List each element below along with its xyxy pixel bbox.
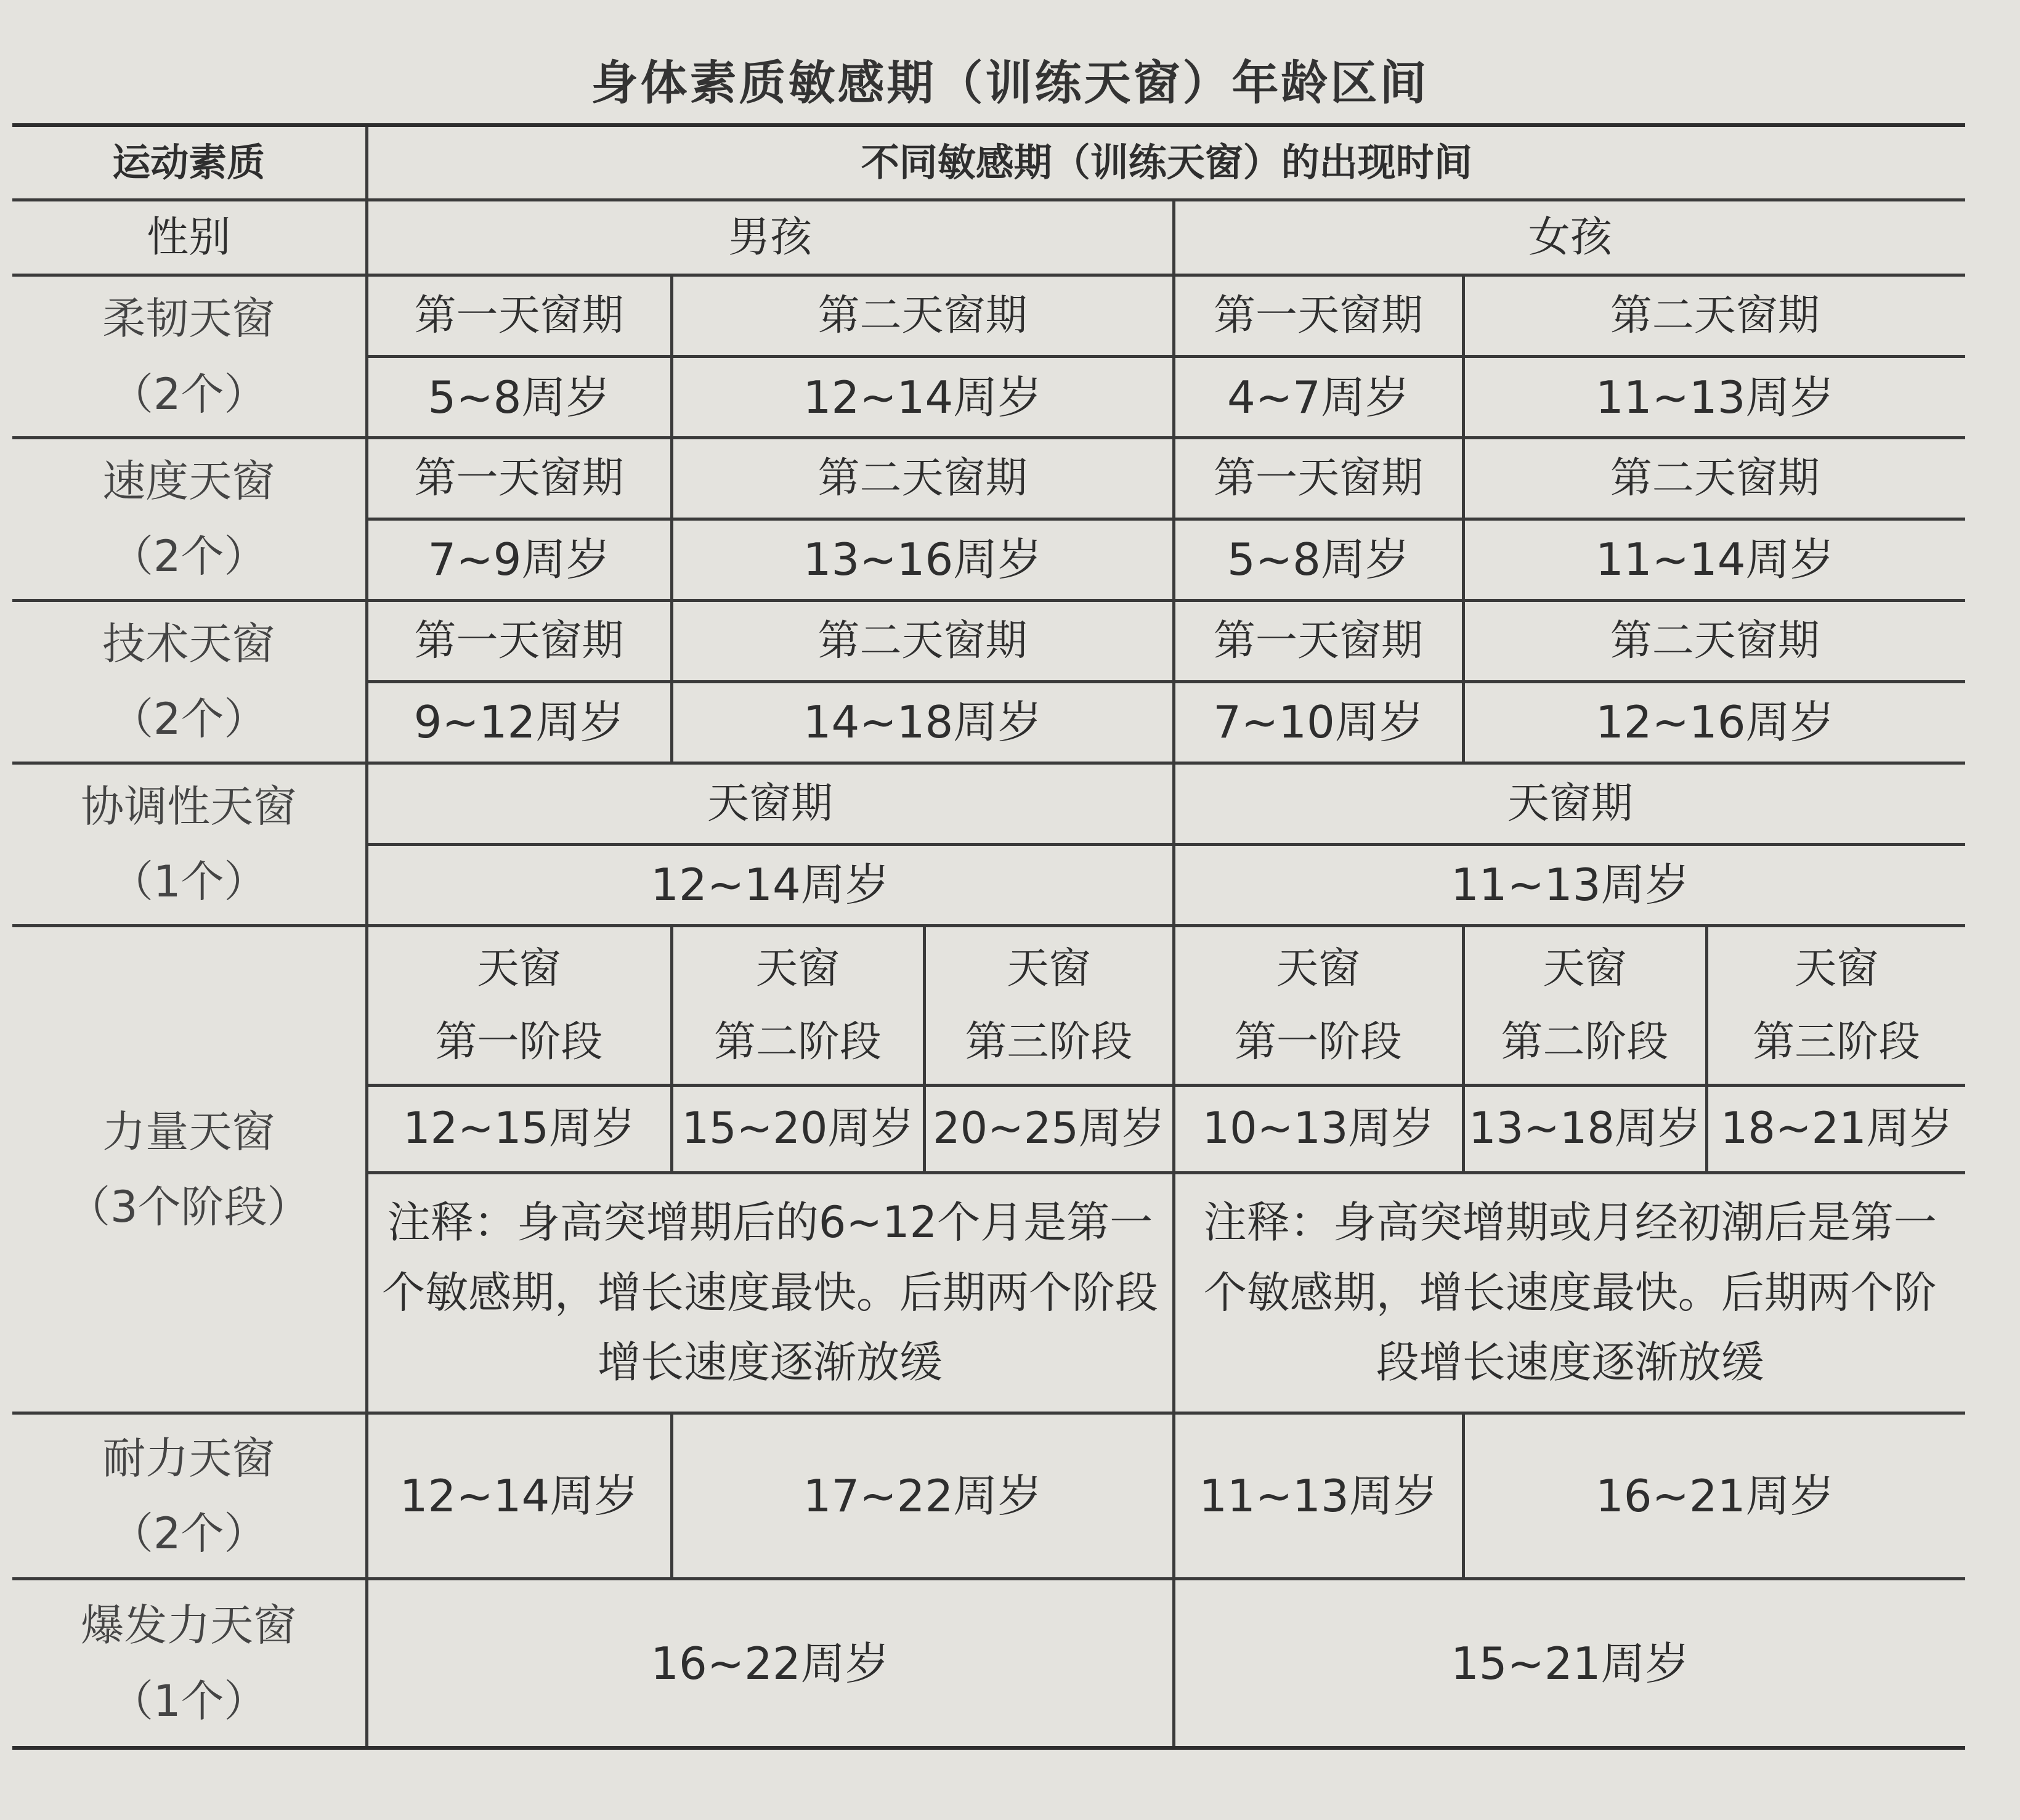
technique-girls-p1: 7~10周岁: [1174, 681, 1463, 763]
gender-row: [12, 200, 1965, 275]
flexibility-girls-p1-label: 第一天窗期: [1174, 275, 1463, 357]
endurance-count: （2个）: [110, 1508, 267, 1559]
coordination-name: 协调性天窗: [81, 781, 297, 832]
strength-count: （3个阶段）: [67, 1182, 310, 1233]
coordination-label-row: [12, 763, 1965, 844]
sensitive-period-table: [12, 123, 1965, 1750]
strength-stage-row: [12, 925, 1965, 1085]
strength-name: 力量天窗: [102, 1106, 275, 1157]
flexibility-boys-p2: 12~14周岁: [671, 357, 1174, 438]
technique-name: 技术天窗: [102, 618, 275, 669]
stage-label: 第三阶段: [965, 1017, 1133, 1066]
flexibility-boys-p1: 5~8周岁: [367, 357, 671, 438]
flexibility-girls-p2: 11~13周岁: [1463, 357, 1965, 438]
speed-boys-p2: 13~16周岁: [671, 519, 1174, 600]
strength-boys-stage-1: [367, 925, 671, 1085]
technique-boys-p2-label: 第二天窗期: [671, 600, 1174, 681]
stage-top-label: 天窗: [1543, 944, 1627, 993]
flexibility-boys-p2-label: 第二天窗期: [671, 275, 1174, 357]
strength-boys-r1: 12~15周岁: [367, 1085, 671, 1172]
header-row: [12, 125, 1965, 200]
stage-label: 第二阶段: [1501, 1017, 1669, 1066]
coordination-boys-label: 天窗期: [367, 763, 1174, 844]
speed-girls-p1-label: 第一天窗期: [1174, 438, 1463, 519]
stage-top-label: 天窗: [755, 944, 840, 993]
stage-top-label: 天窗: [1795, 944, 1879, 993]
flexibility-girls-p1: 4~7周岁: [1174, 357, 1463, 438]
strength-girls-r3: 18~21周岁: [1706, 1085, 1965, 1172]
technique-name-cell: [12, 600, 367, 763]
endurance-boys-p1: 12~14周岁: [367, 1413, 671, 1579]
stage-label: 第三阶段: [1753, 1017, 1921, 1066]
strength-boys-r2: 15~20周岁: [671, 1085, 924, 1172]
speed-name: 速度天窗: [102, 455, 275, 506]
strength-girls-stage-2: [1463, 925, 1706, 1085]
technique-girls-p1-label: 第一天窗期: [1174, 600, 1463, 681]
coordination-count: （1个）: [110, 856, 267, 908]
speed-girls-p2-label: 第二天窗期: [1463, 438, 1965, 519]
page-title: 身体素质敏感期（训练天窗）年龄区间: [591, 55, 1429, 110]
endurance-boys-p2: 17~22周岁: [671, 1413, 1174, 1579]
stage-top-label: 天窗: [1276, 944, 1360, 993]
flexibility-name-cell: [12, 275, 367, 438]
strength-girls-stage-1: [1174, 925, 1463, 1085]
explosive-name: 爆发力天窗: [81, 1600, 297, 1651]
explosive-girls: 15~21周岁: [1174, 1579, 1965, 1748]
flexibility-name: 柔韧天窗: [102, 293, 275, 344]
header-gender: 性别: [12, 200, 367, 275]
technique-boys-p1: 9~12周岁: [367, 681, 671, 763]
coordination-boys: 12~14周岁: [367, 844, 1174, 925]
stage-label: 第二阶段: [713, 1017, 882, 1066]
strength-boys-stage-3: [924, 925, 1174, 1085]
header-time: 不同敏感期（训练天窗）的出现时间: [367, 125, 1965, 200]
technique-boys-p1-label: 第一天窗期: [367, 600, 671, 681]
speed-name-cell: [12, 438, 367, 601]
flexibility-boys-p1-label: 第一天窗期: [367, 275, 671, 357]
strength-boys-note: 注释：身高突增期后的6~12个月是第一个敏感期，增长速度最快。后期两个阶段增长速度逐渐放缓: [367, 1172, 1174, 1413]
explosive-row: [12, 1579, 1965, 1748]
strength-name-cell: [12, 925, 367, 1413]
speed-boys-p2-label: 第二天窗期: [671, 438, 1174, 519]
flexibility-label-row: [12, 275, 1965, 357]
flexibility-count: （2个）: [110, 368, 267, 420]
technique-girls-p2: 12~16周岁: [1463, 681, 1965, 763]
header-boys: 男孩: [367, 200, 1174, 275]
stage-top-label: 天窗: [1007, 944, 1091, 993]
strength-girls-r1: 10~13周岁: [1174, 1085, 1463, 1172]
speed-count: （2个）: [110, 531, 267, 582]
endurance-girls-p2: 16~21周岁: [1463, 1413, 1965, 1579]
endurance-name: 耐力天窗: [102, 1432, 275, 1484]
strength-girls-note: 注释：身高突增期或月经初潮后是第一个敏感期，增长速度最快。后期两个阶段增长速度逐渐放缓: [1174, 1172, 1965, 1413]
stage-top-label: 天窗: [477, 944, 561, 993]
flexibility-girls-p2-label: 第二天窗期: [1463, 275, 1965, 357]
stage-label: 第一阶段: [1234, 1017, 1402, 1066]
technique-count: （2个）: [110, 694, 267, 745]
explosive-count: （1个）: [110, 1675, 267, 1726]
speed-boys-p1-label: 第一天窗期: [367, 438, 671, 519]
strength-girls-stage-3: [1706, 925, 1965, 1085]
coordination-girls-label: 天窗期: [1174, 763, 1965, 844]
coordination-name-cell: [12, 763, 367, 925]
header-girls: 女孩: [1174, 200, 1965, 275]
endurance-name-cell: [12, 1413, 367, 1579]
coordination-girls: 11~13周岁: [1174, 844, 1965, 925]
speed-boys-p1: 7~9周岁: [367, 519, 671, 600]
endurance-row: [12, 1413, 1965, 1579]
stage-label: 第一阶段: [435, 1017, 603, 1066]
speed-girls-p2: 11~14周岁: [1463, 519, 1965, 600]
strength-girls-r2: 13~18周岁: [1463, 1085, 1706, 1172]
speed-label-row: [12, 438, 1965, 519]
speed-girls-p1: 5~8周岁: [1174, 519, 1463, 600]
technique-boys-p2: 14~18周岁: [671, 681, 1174, 763]
explosive-boys: 16~22周岁: [367, 1579, 1174, 1748]
strength-boys-r3: 20~25周岁: [924, 1085, 1174, 1172]
technique-label-row: [12, 600, 1965, 681]
explosive-name-cell: [12, 1579, 367, 1748]
endurance-girls-p1: 11~13周岁: [1174, 1413, 1463, 1579]
strength-boys-stage-2: [671, 925, 924, 1085]
header-quality: 运动素质: [12, 125, 367, 200]
technique-girls-p2-label: 第二天窗期: [1463, 600, 1965, 681]
